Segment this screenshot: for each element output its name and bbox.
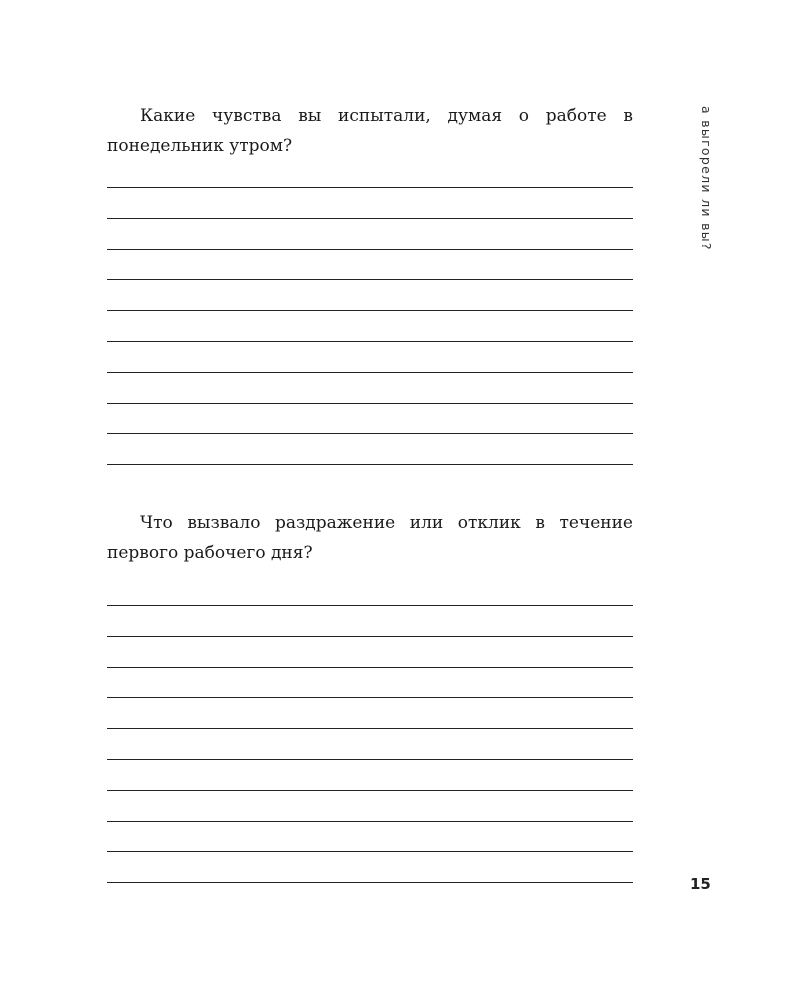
answer-line[interactable] bbox=[107, 187, 633, 188]
answer-line[interactable] bbox=[107, 667, 633, 668]
answer-line[interactable] bbox=[107, 821, 633, 822]
answer-line[interactable] bbox=[107, 403, 633, 404]
answer-line[interactable] bbox=[107, 433, 633, 434]
question-1-text: Какие чувства вы испытали, думая о работе в понедельник утром? bbox=[107, 106, 633, 156]
page-number: 15 bbox=[690, 875, 711, 893]
question-2-text: Что вызвало раздражение или отклик в течение первого рабочего дня? bbox=[107, 513, 633, 563]
answer-line[interactable] bbox=[107, 218, 633, 219]
answer-line[interactable] bbox=[107, 464, 633, 465]
answer-line[interactable] bbox=[107, 341, 633, 342]
answer-line[interactable] bbox=[107, 279, 633, 280]
answer-line[interactable] bbox=[107, 759, 633, 760]
answer-line[interactable] bbox=[107, 697, 633, 698]
answer-line[interactable] bbox=[107, 372, 633, 373]
answer-line[interactable] bbox=[107, 249, 633, 250]
answer-line[interactable] bbox=[107, 636, 633, 637]
answer-line[interactable] bbox=[107, 728, 633, 729]
answer-line[interactable] bbox=[107, 310, 633, 311]
answer-line[interactable] bbox=[107, 851, 633, 852]
running-head: а выгорели ли вы? bbox=[699, 106, 714, 251]
answer-lines-2[interactable] bbox=[107, 605, 633, 913]
answer-lines-1[interactable] bbox=[107, 187, 633, 495]
answer-line[interactable] bbox=[107, 605, 633, 606]
answer-line[interactable] bbox=[107, 882, 633, 883]
answer-line[interactable] bbox=[107, 790, 633, 791]
